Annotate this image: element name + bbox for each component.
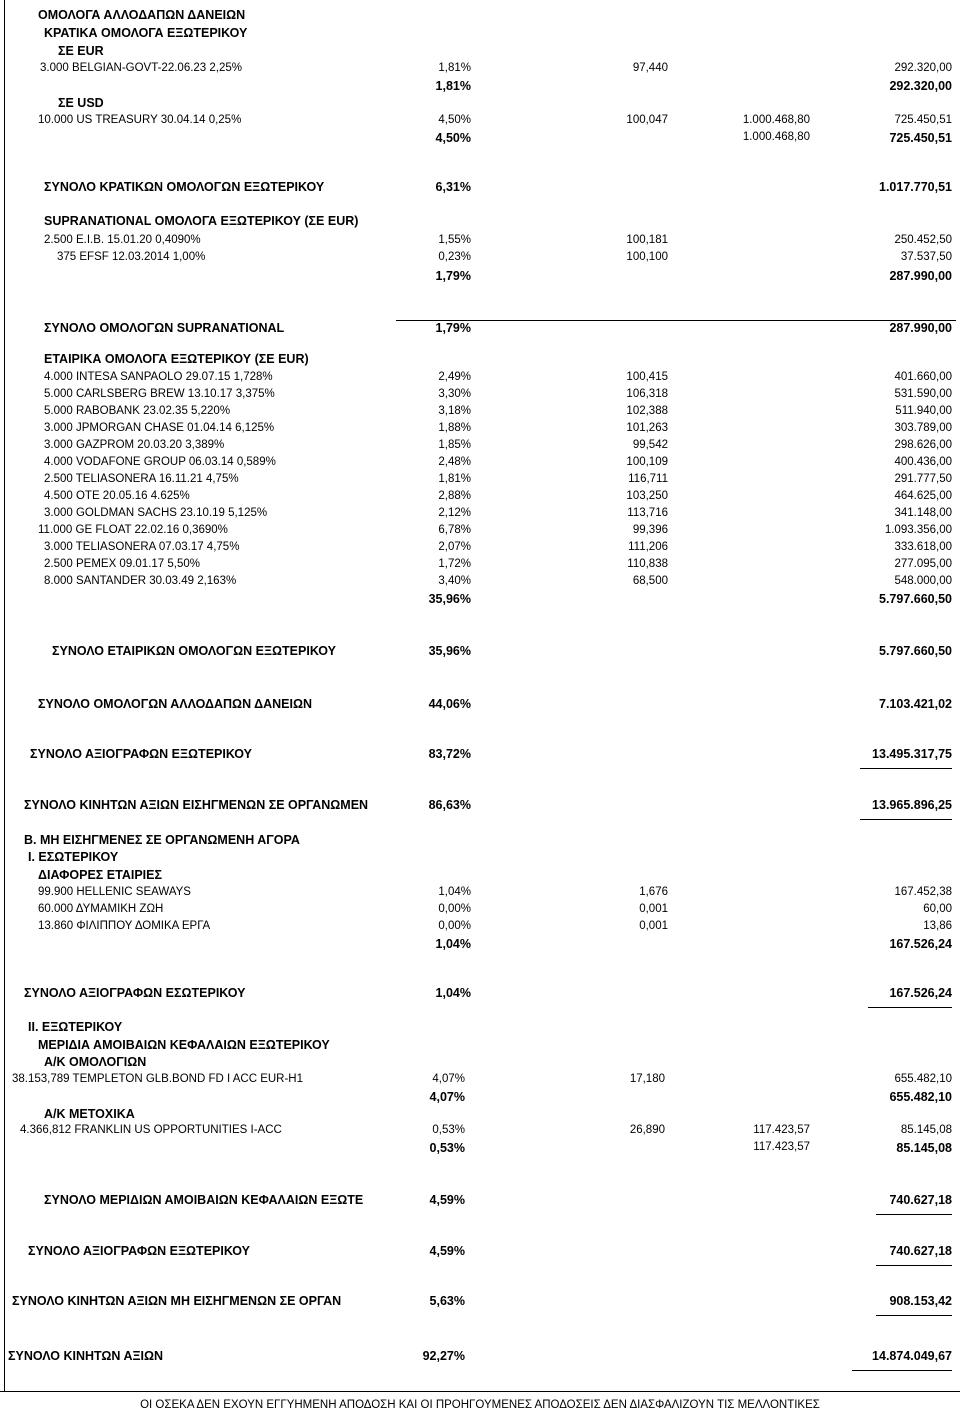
row-2-cell-0: ΣΕ EUR (58, 44, 104, 58)
row-44-cell-3: 655.482,10 (894, 1073, 952, 1085)
row-32-cell-2: 13.965.896,25 (872, 798, 952, 812)
row-23-cell-0: 3.000 GOLDMAN SACHS 23.10.19 5,125% (44, 507, 268, 519)
row-20-cell-1: 2,48% (438, 456, 471, 468)
row-20-cell-0: 4.000 VODAFONE GROUP 06.03.14 0,589% (44, 456, 276, 468)
row-28-cell-0: 35,96% (428, 592, 471, 606)
row-45-cell-1: 655.482,10 (889, 1090, 952, 1104)
row-40-cell-2: 167.526,24 (889, 986, 952, 1000)
row-26-cell-1: 1,72% (438, 558, 471, 570)
row-10-cell-2: 100,181 (626, 234, 668, 246)
row-16-cell-2: 106,318 (626, 388, 668, 400)
row-48-cell-1: 117.423,57 (753, 1141, 810, 1153)
row-42-cell-0: ΜΕΡΙΔΙΑ ΑΜΟΙΒΑΙΩΝ ΚΕΦΑΛΑΙΩΝ ΕΞΩΤΕΡΙΚΟΥ (38, 1038, 330, 1052)
row-15-cell-1: 2,49% (438, 371, 471, 383)
row-20-cell-3: 400.436,00 (894, 456, 952, 468)
total-underline (852, 1370, 952, 1371)
left-border-line (4, 0, 5, 1392)
row-21-cell-0: 2.500 TELIASONERA 16.11.21 4,75% (44, 473, 239, 485)
row-32-cell-1: 86,63% (428, 798, 471, 812)
row-46-cell-0: Α/Κ ΜΕΤΟΧΙΚΑ (44, 1107, 135, 1121)
row-17-cell-1: 3,18% (438, 405, 471, 417)
row-44-cell-0: 38.153,789 TEMPLETON GLB.BOND FD I ACC EUR-H1 (12, 1073, 304, 1085)
row-1-cell-0: ΚΡΑΤΙΚΑ ΟΜΟΛΟΓΑ ΕΞΩΤΕΡΙΚΟΥ (44, 26, 248, 40)
row-33-cell-0: B. ΜΗ ΕΙΣΗΓΜΕΝΕΣ ΣΕ ΟΡΓΑΝΩΜΕΝΗ ΑΓΟΡΑ (24, 833, 300, 847)
row-27-cell-2: 68,500 (632, 575, 668, 587)
row-24-cell-1: 6,78% (438, 524, 471, 536)
row-18-cell-1: 1,88% (438, 422, 471, 434)
row-49-cell-1: 4,59% (429, 1193, 465, 1207)
row-3-cell-3: 292.320,00 (894, 62, 952, 74)
row-13-cell-0: ΣΥΝΟΛΟ ΟΜΟΛΟΓΩΝ SUPRANATIONAL (44, 321, 285, 335)
row-3-cell-0: 3.000 BELGIAN-GOVT-22.06.23 2,25% (40, 62, 243, 74)
row-32-cell-0: ΣΥΝΟΛΟ ΚΙΝΗΤΩΝ ΑΞΙΩΝ ΕΙΣΗΓΜΕΝΩΝ ΣΕ ΟΡΓΑΝΩΜΕΝ (24, 798, 369, 812)
row-38-cell-0: 13.860 ΦΙΛΙΠΠΟΥ ΔΟΜΙΚΑ ΕΡΓΑ (38, 920, 211, 932)
row-18-cell-2: 101,263 (626, 422, 668, 434)
row-47-cell-2: 26,890 (629, 1124, 665, 1136)
row-11-cell-2: 100,100 (626, 251, 668, 263)
row-15-cell-2: 100,415 (626, 371, 668, 383)
row-36-cell-3: 167.452,38 (894, 886, 952, 898)
row-27-cell-0: 8.000 SANTANDER 30.03.49 2,163% (44, 575, 237, 587)
row-10-cell-1: 1,55% (438, 234, 471, 246)
row-30-cell-2: 7.103.421,02 (879, 697, 952, 711)
row-48-cell-2: 85.145,08 (896, 1141, 952, 1155)
row-3-cell-1: 1,81% (438, 62, 471, 74)
row-37-cell-0: 60.000 ΔΥΜΑΜΙΚΗ ΖΩΗ (38, 903, 164, 915)
row-51-cell-1: 5,63% (429, 1294, 465, 1308)
row-47-cell-4: 85.145,08 (900, 1124, 952, 1136)
row-22-cell-2: 103,250 (626, 490, 668, 502)
row-11-cell-3: 37.537,50 (900, 251, 952, 263)
row-5-cell-0: ΣΕ USD (58, 96, 104, 110)
row-38-cell-2: 0,001 (639, 920, 668, 932)
row-8-cell-2: 1.017.770,51 (879, 180, 952, 194)
row-36-cell-1: 1,04% (438, 886, 471, 898)
row-34-cell-0: I. ΕΣΩΤΕΡΙΚΟΥ (28, 850, 119, 864)
row-22-cell-0: 4.500 OTE 20.05.16 4.625% (44, 490, 190, 502)
row-49-cell-0: ΣΥΝΟΛΟ ΜΕΡΙΔΙΩΝ ΑΜΟΙΒΑΙΩΝ ΚΕΦΑΛΑΙΩΝ ΕΞΩΤΕ (44, 1193, 364, 1207)
row-52-cell-0: ΣΥΝΟΛΟ ΚΙΝΗΤΩΝ ΑΞΙΩΝ (8, 1349, 164, 1363)
row-51-cell-2: 908.153,42 (889, 1294, 952, 1308)
row-20-cell-2: 100,109 (626, 456, 668, 468)
row-47-cell-3: 117.423,57 (753, 1124, 810, 1136)
row-17-cell-2: 102,388 (626, 405, 668, 417)
total-underline (860, 768, 952, 769)
row-36-cell-0: 99.900 HELLENIC SEAWAYS (38, 886, 191, 898)
row-27-cell-1: 3,40% (438, 575, 471, 587)
row-40-cell-0: ΣΥΝΟΛΟ ΑΞΙΟΓΡΑΦΩΝ ΕΣΩΤΕΡΙΚΟΥ (24, 986, 246, 1000)
row-30-cell-1: 44,06% (428, 697, 471, 711)
row-37-cell-3: 60,00 (923, 903, 952, 915)
row-44-cell-1: 4,07% (432, 1073, 465, 1085)
row-25-cell-0: 3.000 TELIASONERA 07.03.17 4,75% (44, 541, 240, 553)
row-4-cell-1: 292.320,00 (889, 79, 952, 93)
row-26-cell-0: 2.500 PEMEX 09.01.17 5,50% (44, 558, 200, 570)
row-0-cell-0: ΟΜΟΛΟΓΑ ΑΛΛΟΔΑΠΩΝ ΔΑΝΕΙΩΝ (38, 8, 246, 22)
row-39-cell-0: 1,04% (435, 937, 471, 951)
row-31-cell-1: 83,72% (428, 747, 471, 761)
row-44-cell-2: 17,180 (629, 1073, 665, 1085)
row-9-cell-0: SUPRANATIONAL ΟΜΟΛΟΓΑ ΕΞΩΤΕΡΙΚΟΥ (ΣΕ EUR) (44, 214, 359, 228)
row-6-cell-3: 1.000.468,80 (742, 114, 810, 126)
row-12-cell-0: 1,79% (435, 269, 471, 283)
row-24-cell-0: 11.000 GE FLOAT 22.02.16 0,3690% (38, 524, 228, 536)
row-15-cell-0: 4.000 INTESA SANPAOLO 29.07.15 1,728% (44, 371, 273, 383)
row-21-cell-2: 116,711 (628, 473, 668, 485)
row-3-cell-2: 97,440 (632, 62, 668, 74)
total-underline (868, 1007, 952, 1008)
row-25-cell-2: 111,206 (628, 541, 668, 553)
row-50-cell-0: ΣΥΝΟΛΟ ΑΞΙΟΓΡΑΦΩΝ ΕΞΩΤΕΡΙΚΟΥ (28, 1244, 251, 1258)
row-19-cell-3: 298.626,00 (894, 439, 952, 451)
row-22-cell-1: 2,88% (438, 490, 471, 502)
row-23-cell-1: 2,12% (438, 507, 471, 519)
row-6-cell-1: 4,50% (438, 114, 471, 126)
row-45-cell-0: 4,07% (429, 1090, 465, 1104)
row-21-cell-1: 1,81% (438, 473, 471, 485)
separator-line (396, 320, 956, 321)
row-28-cell-1: 5.797.660,50 (879, 592, 952, 606)
row-36-cell-2: 1,676 (639, 886, 668, 898)
row-13-cell-2: 287.990,00 (889, 321, 952, 335)
row-7-cell-2: 725.450,51 (889, 131, 952, 145)
row-48-cell-0: 0,53% (429, 1141, 465, 1155)
row-12-cell-1: 287.990,00 (889, 269, 952, 283)
row-16-cell-3: 531.590,00 (894, 388, 952, 400)
row-21-cell-3: 291.777,50 (894, 473, 952, 485)
row-52-cell-1: 92,27% (422, 1349, 465, 1363)
row-25-cell-3: 333.618,00 (894, 541, 952, 553)
row-22-cell-3: 464.625,00 (894, 490, 952, 502)
row-50-cell-2: 740.627,18 (889, 1244, 952, 1258)
row-19-cell-0: 3.000 GAZPROM 20.03.20 3,389% (44, 439, 225, 451)
row-11-cell-1: 0,23% (438, 251, 471, 263)
row-16-cell-1: 3,30% (438, 388, 471, 400)
row-26-cell-3: 277.095,00 (894, 558, 952, 570)
row-52-cell-2: 14.874.049,67 (872, 1349, 952, 1363)
row-16-cell-0: 5.000 CARLSBERG BREW 13.10.17 3,375% (44, 388, 275, 400)
row-49-cell-2: 740.627,18 (889, 1193, 952, 1207)
row-38-cell-3: 13,86 (923, 920, 952, 932)
row-15-cell-3: 401.660,00 (894, 371, 952, 383)
row-43-cell-0: Α/Κ ΟΜΟΛΟΓΙΩΝ (44, 1055, 147, 1069)
row-29-cell-1: 35,96% (428, 644, 471, 658)
row-51-cell-0: ΣΥΝΟΛΟ ΚΙΝΗΤΩΝ ΑΞΙΩΝ ΜΗ ΕΙΣΗΓΜΕΝΩΝ ΣΕ ΟΡΓΑΝ (12, 1294, 342, 1308)
row-41-cell-0: II. ΕΞΩΤΕΡΙΚΟΥ (28, 1020, 123, 1034)
total-underline (876, 1315, 952, 1316)
row-31-cell-2: 13.495.317,75 (872, 747, 952, 761)
row-47-cell-1: 0,53% (432, 1124, 465, 1136)
row-50-cell-1: 4,59% (429, 1244, 465, 1258)
row-31-cell-0: ΣΥΝΟΛΟ ΑΞΙΟΓΡΑΦΩΝ ΕΞΩΤΕΡΙΚΟΥ (30, 747, 253, 761)
row-18-cell-3: 303.789,00 (894, 422, 952, 434)
row-35-cell-0: ΔΙΑΦΟΡΕΣ ΕΤΑΙΡΙΕΣ (38, 868, 162, 882)
row-7-cell-1: 1.000.468,80 (742, 131, 810, 143)
separator-line (0, 1391, 960, 1392)
row-30-cell-0: ΣΥΝΟΛΟ ΟΜΟΛΟΓΩΝ ΑΛΛΟΔΑΠΩΝ ΔΑΝΕΙΩΝ (38, 697, 313, 711)
row-26-cell-2: 110,838 (627, 558, 668, 570)
row-19-cell-1: 1,85% (438, 439, 471, 451)
row-11-cell-0: 375 EFSF 12.03.2014 1,00% (57, 251, 206, 263)
row-18-cell-0: 3.000 JPMORGAN CHASE 01.04.14 6,125% (44, 422, 275, 434)
row-38-cell-1: 0,00% (438, 920, 471, 932)
row-17-cell-0: 5.000 RABOBANK 23.02.35 5,220% (44, 405, 231, 417)
row-10-cell-0: 2.500 E.I.B. 15.01.20 0,4090% (44, 234, 201, 246)
row-23-cell-3: 341.148,00 (894, 507, 952, 519)
row-47-cell-0: 4.366,812 FRANKLIN US OPPORTUNITIES I-ACC (20, 1124, 282, 1136)
row-37-cell-1: 0,00% (438, 903, 471, 915)
total-underline (876, 1214, 952, 1215)
row-29-cell-2: 5.797.660,50 (879, 644, 952, 658)
row-37-cell-2: 0,001 (639, 903, 668, 915)
row-14-cell-0: ΕΤΑΙΡΙΚΑ ΟΜΟΛΟΓΑ ΕΞΩΤΕΡΙΚΟΥ (ΣΕ EUR) (44, 352, 309, 366)
row-23-cell-2: 113,716 (627, 507, 668, 519)
row-4-cell-0: 1,81% (435, 79, 471, 93)
row-10-cell-3: 250.452,50 (894, 234, 952, 246)
total-underline (876, 1265, 952, 1266)
row-6-cell-4: 725.450,51 (894, 114, 952, 126)
disclaimer-text: ΟΙ ΟΣΕΚΑ ΔΕΝ ΕΧΟΥΝ ΕΓΓΥΗΜΕΝΗ ΑΠΟΔΟΣΗ ΚΑΙ ΟΙ ΠΡΟΗΓΟΥΜΕΝΕΣ ΑΠΟΔΟΣΕΙΣ ΔΕΝ ΔΙΑΣΦΑΛΙΖΟΥΝ ΤΙΣ ΜΕΛΛΟΝΤΙΚΕΣ (140, 1399, 820, 1411)
row-27-cell-3: 548.000,00 (894, 575, 952, 587)
row-13-cell-1: 1,79% (435, 321, 471, 335)
row-7-cell-0: 4,50% (435, 131, 471, 145)
row-6-cell-2: 100,047 (626, 114, 668, 126)
row-8-cell-1: 6,31% (435, 180, 471, 194)
total-underline (860, 819, 952, 820)
row-19-cell-2: 99,542 (632, 439, 668, 451)
row-8-cell-0: ΣΥΝΟΛΟ ΚΡΑΤΙΚΩΝ ΟΜΟΛΟΓΩΝ ΕΞΩΤΕΡΙΚΟΥ (44, 180, 325, 194)
row-6-cell-0: 10.000 US TREASURY 30.04.14 0,25% (38, 114, 242, 126)
row-40-cell-1: 1,04% (435, 986, 471, 1000)
row-17-cell-3: 511.940,00 (895, 405, 952, 417)
row-25-cell-1: 2,07% (438, 541, 471, 553)
row-39-cell-1: 167.526,24 (889, 937, 952, 951)
row-24-cell-3: 1.093.356,00 (884, 524, 952, 536)
row-24-cell-2: 99,396 (632, 524, 668, 536)
row-29-cell-0: ΣΥΝΟΛΟ ΕΤΑΙΡΙΚΩΝ ΟΜΟΛΟΓΩΝ ΕΞΩΤΕΡΙΚΟΥ (52, 644, 336, 658)
